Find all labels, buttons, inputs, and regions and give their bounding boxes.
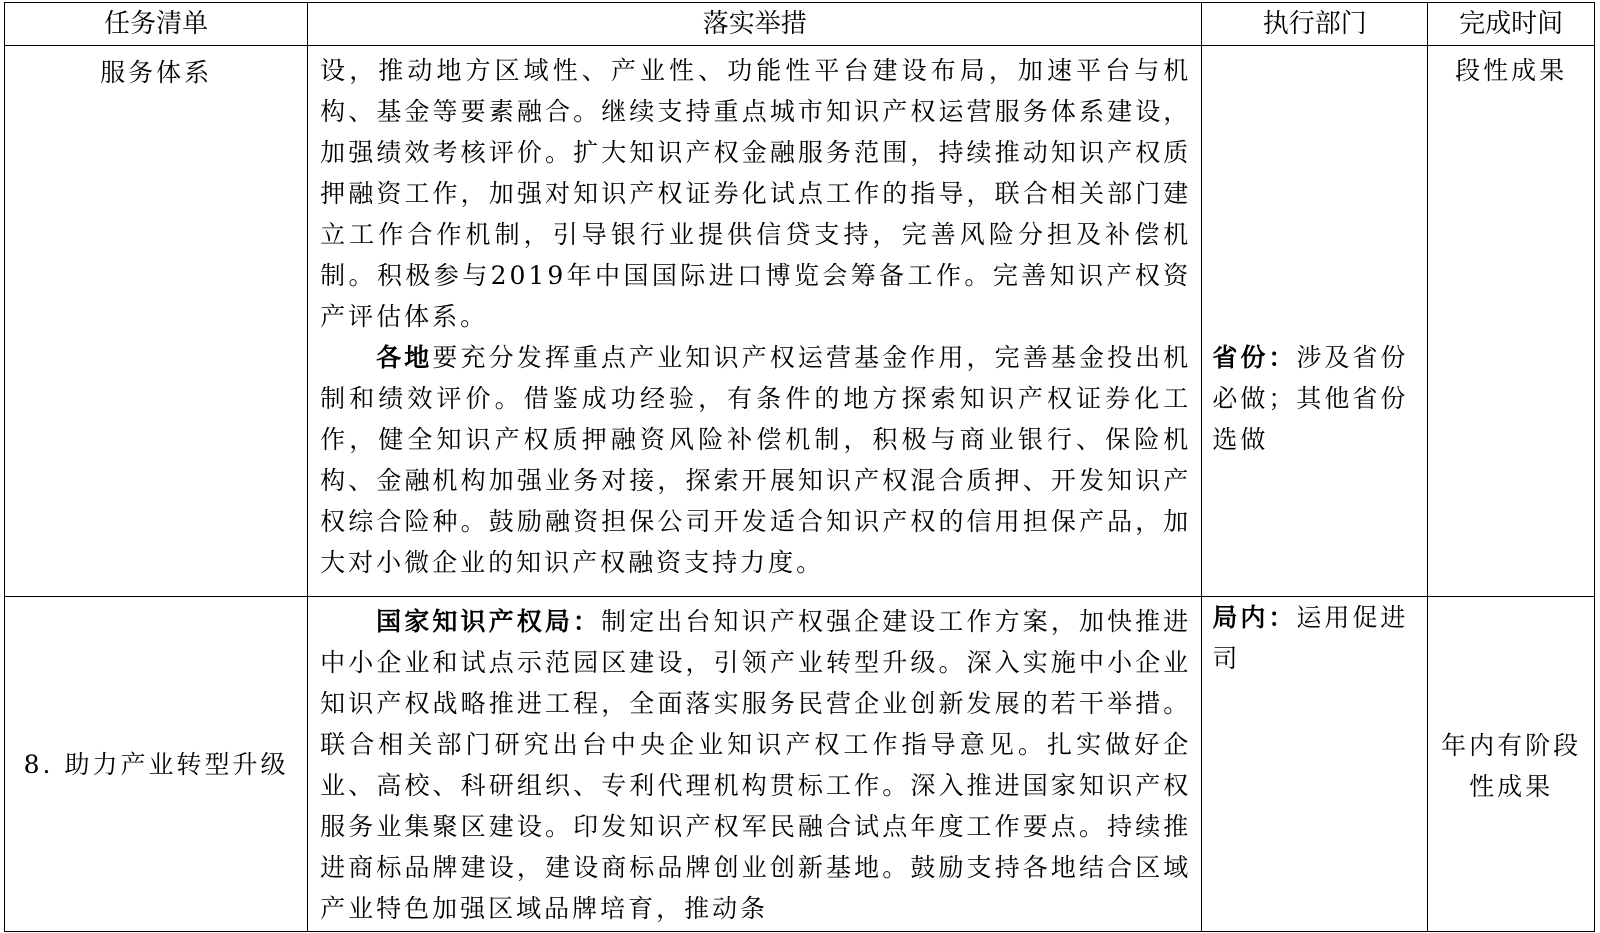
measure-lead: 国家知识产权局： (376, 607, 602, 636)
completion-time-cell: 年内有阶段性成果 (1428, 597, 1595, 932)
measure-text: 制定出台知识产权强企建设工作方案，加快推进中小企业和试点示范园区建设，引领产业转型升级。深入实施中小企业知识产权战略推进工程，全面落实服务民营企业创新发展的若干举措。联合相关部门研究出台中央企业知识产权工作指导意见。扎实做好企业、高校、科研组织、专利代理机构贯标工作。深入推进国家知识产权服务业集聚区建设。印发知识产权军民融合试点年度工作要点。持续推进商标品牌建设，建设商标品牌创业创新基地。鼓励支持各地结合区域产业特色加强区域品牌培育，推动条 (320, 607, 1192, 923)
header-task-list: 任务清单 (5, 3, 308, 46)
department-cell (1202, 597, 1428, 932)
header-measures: 落实举措 (308, 3, 1202, 46)
department-lead: 省份： (1212, 343, 1297, 372)
department-cell (1202, 46, 1428, 597)
task-table (4, 2, 1595, 932)
table-row (5, 597, 1595, 932)
department-text: 涉及省份必做；其他省份选做 (1212, 343, 1409, 454)
header-completion-time: 完成时间 (1428, 3, 1595, 46)
table-header-row (5, 3, 1595, 46)
completion-time-cell: 段性成果 (1428, 46, 1595, 597)
measure-cell (308, 46, 1202, 597)
measure-paragraph (320, 337, 1191, 583)
measure-paragraph: 设，推动地方区域性、产业性、功能性平台建设布局，加速平台与机构、基金等要素融合。继续支持重点城市知识产权运营服务体系建设，加强绩效考核评价。扩大知识产权金融服务范围，持续推动知识产权质押融资工作，加强对知识产权证券化试点工作的指导，联合相关部门建立工作合作机制，引导银行业提供信贷支持，完善风险分担及补偿机制。积极参与2019年中国国际进口博览会筹备工作。完善知识产权资产评估体系。 (320, 56, 1192, 331)
task-cell: 8. 助力产业转型升级 (5, 597, 308, 932)
measure-text: 要充分发挥重点产业知识产权运营基金作用，完善基金投出机制和绩效评价。借鉴成功经验，有条件的地方探索知识产权证券化工作，健全知识产权质押融资风险补偿机制，积极与商业银行、保险机构、金融机构加强业务对接，探索开展知识产权混合质押、开发知识产权综合险种。鼓励融资担保公司开发适合知识产权的信用担保产品，加大对小微企业的知识产权融资支持力度。 (320, 343, 1192, 577)
measure-lead: 各地 (376, 343, 433, 372)
measure-paragraph (320, 601, 1191, 929)
department-lead: 局内： (1212, 603, 1297, 632)
task-cell: 服务体系 (5, 46, 308, 597)
department-text: 运用促进司 (1212, 603, 1409, 673)
table-row (5, 46, 1595, 597)
measure-cell (308, 597, 1202, 932)
header-department: 执行部门 (1202, 3, 1428, 46)
